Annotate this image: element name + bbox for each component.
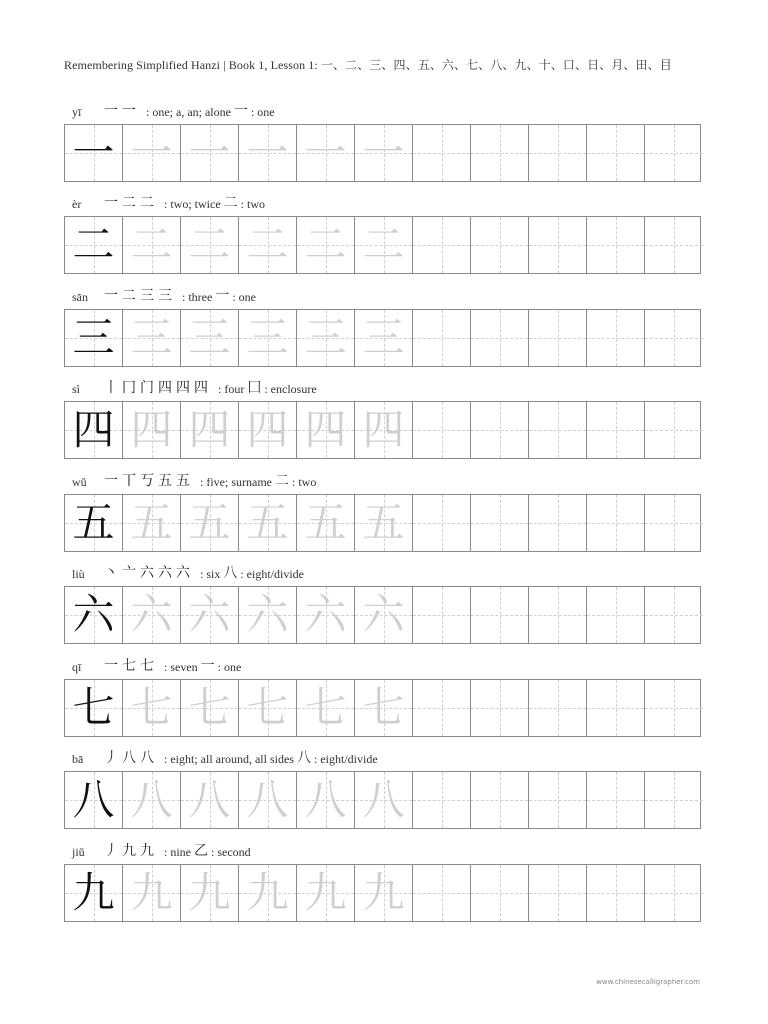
trace-cell xyxy=(181,402,239,458)
trace-cell xyxy=(355,125,413,181)
practice-cell xyxy=(529,402,587,458)
practice-grid xyxy=(64,401,701,459)
trace-cell xyxy=(355,402,413,458)
character-entry xyxy=(64,747,701,829)
trace-character: 四 xyxy=(362,405,405,454)
radical-meaning: : eight/divide xyxy=(240,567,304,581)
pinyin: wǔ xyxy=(72,475,87,489)
trace-character: 三 xyxy=(246,313,289,362)
meaning xyxy=(164,192,265,212)
trace-character: 九 xyxy=(362,868,405,917)
radical-character: 八 xyxy=(296,750,311,766)
stroke-order xyxy=(104,655,154,675)
stroke-step: 八 xyxy=(140,750,154,766)
trace-character: 八 xyxy=(304,775,347,824)
trace-cell xyxy=(123,310,181,366)
trace-character: 二 xyxy=(246,220,289,269)
stroke-order xyxy=(104,285,172,305)
trace-character: 六 xyxy=(130,590,173,639)
trace-character: 三 xyxy=(130,313,173,362)
stroke-step: 丨 xyxy=(104,380,118,396)
practice-cell xyxy=(471,587,529,643)
trace-cell xyxy=(181,680,239,736)
radical-meaning: : two xyxy=(240,197,265,211)
practice-cell xyxy=(645,310,703,366)
character-entry xyxy=(64,100,701,182)
trace-character: 八 xyxy=(188,775,231,824)
trace-cell xyxy=(239,402,297,458)
practice-cell xyxy=(645,217,703,273)
pinyin: liù xyxy=(72,567,85,581)
trace-cell xyxy=(123,587,181,643)
stroke-step: 一 xyxy=(122,103,136,119)
trace-cell xyxy=(181,217,239,273)
practice-cell xyxy=(471,495,529,551)
practice-cell xyxy=(587,402,645,458)
trace-cell xyxy=(123,865,181,921)
stroke-step: 一 xyxy=(104,658,118,674)
practice-grid xyxy=(64,494,701,552)
practice-cell xyxy=(413,125,471,181)
practice-cell xyxy=(645,402,703,458)
entry-header xyxy=(64,470,701,490)
stroke-step: 丿 xyxy=(104,750,118,766)
trace-cell xyxy=(297,217,355,273)
practice-cell xyxy=(587,772,645,828)
trace-cell xyxy=(355,310,413,366)
practice-cell xyxy=(471,402,529,458)
practice-cell xyxy=(529,125,587,181)
practice-cell xyxy=(587,865,645,921)
practice-cell xyxy=(471,772,529,828)
practice-cell xyxy=(587,495,645,551)
trace-cell xyxy=(181,125,239,181)
trace-character: 六 xyxy=(304,590,347,639)
trace-cell xyxy=(123,125,181,181)
model-character: 四 xyxy=(72,405,115,454)
stroke-order xyxy=(104,192,154,212)
stroke-order xyxy=(104,840,154,860)
model-cell xyxy=(65,217,123,273)
trace-cell xyxy=(239,772,297,828)
radical-character: 八 xyxy=(223,565,238,581)
trace-character: 七 xyxy=(188,683,231,732)
trace-character: 三 xyxy=(362,313,405,362)
stroke-step: 三 xyxy=(140,288,154,304)
trace-character: 四 xyxy=(304,405,347,454)
stroke-step: 二 xyxy=(122,288,136,304)
practice-cell xyxy=(587,125,645,181)
stroke-step: 五 xyxy=(158,473,172,489)
model-character: 九 xyxy=(72,868,115,917)
practice-cell xyxy=(587,680,645,736)
practice-grid xyxy=(64,309,701,367)
practice-cell xyxy=(645,865,703,921)
trace-cell xyxy=(297,587,355,643)
practice-cell xyxy=(471,865,529,921)
meaning xyxy=(182,285,256,305)
meaning xyxy=(200,470,316,490)
practice-cell xyxy=(413,310,471,366)
practice-cell xyxy=(645,587,703,643)
trace-character: 八 xyxy=(362,775,405,824)
trace-character: 六 xyxy=(362,590,405,639)
trace-character: 一 xyxy=(246,128,289,177)
meaning xyxy=(218,377,317,397)
trace-character: 九 xyxy=(188,868,231,917)
trace-cell xyxy=(297,865,355,921)
stroke-step: 七 xyxy=(140,658,154,674)
trace-character: 六 xyxy=(246,590,289,639)
model-character: 二 xyxy=(72,220,115,269)
model-cell xyxy=(65,587,123,643)
practice-grid xyxy=(64,124,701,182)
trace-cell xyxy=(355,865,413,921)
trace-character: 九 xyxy=(304,868,347,917)
trace-character: 一 xyxy=(362,128,405,177)
meaning-text: : eight; all around, all sides xyxy=(164,752,294,766)
meaning-text: : nine xyxy=(164,845,191,859)
stroke-order xyxy=(104,377,208,397)
meaning-text: : four xyxy=(218,382,245,396)
stroke-step: 门 xyxy=(140,380,154,396)
practice-cell xyxy=(587,310,645,366)
stroke-step: 冂 xyxy=(122,380,136,396)
trace-cell xyxy=(239,587,297,643)
character-entry xyxy=(64,192,701,274)
trace-character: 四 xyxy=(246,405,289,454)
trace-character: 四 xyxy=(130,405,173,454)
practice-grid xyxy=(64,679,701,737)
practice-cell xyxy=(471,310,529,366)
radical-meaning: : one xyxy=(232,290,256,304)
trace-cell xyxy=(239,217,297,273)
meaning-text: : six xyxy=(200,567,221,581)
model-cell xyxy=(65,310,123,366)
entry-header xyxy=(64,100,701,120)
meaning xyxy=(164,840,251,860)
trace-cell xyxy=(123,402,181,458)
practice-cell xyxy=(645,125,703,181)
trace-character: 二 xyxy=(304,220,347,269)
stroke-step: 八 xyxy=(122,750,136,766)
practice-cell xyxy=(645,772,703,828)
trace-character: 五 xyxy=(246,498,289,547)
practice-cell xyxy=(645,680,703,736)
trace-cell xyxy=(355,495,413,551)
trace-character: 二 xyxy=(130,220,173,269)
meaning-text: : three xyxy=(182,290,213,304)
meaning-text: : two; twice xyxy=(164,197,221,211)
stroke-order xyxy=(104,747,154,767)
trace-cell xyxy=(297,495,355,551)
practice-grid xyxy=(64,586,701,644)
trace-character: 一 xyxy=(130,128,173,177)
trace-cell xyxy=(239,310,297,366)
character-entry xyxy=(64,285,701,367)
trace-character: 五 xyxy=(188,498,231,547)
trace-cell xyxy=(297,310,355,366)
entry-header xyxy=(64,655,701,675)
trace-character: 五 xyxy=(304,498,347,547)
trace-cell xyxy=(239,865,297,921)
radical-character: 乙 xyxy=(194,843,208,859)
character-entry xyxy=(64,655,701,737)
stroke-step: 丅 xyxy=(122,473,136,489)
model-cell xyxy=(65,495,123,551)
practice-cell xyxy=(587,217,645,273)
trace-cell xyxy=(355,772,413,828)
trace-character: 八 xyxy=(246,775,289,824)
stroke-order xyxy=(104,470,190,490)
trace-cell xyxy=(181,772,239,828)
character-entry xyxy=(64,840,701,922)
meaning xyxy=(164,655,241,675)
trace-cell xyxy=(181,865,239,921)
practice-cell xyxy=(413,680,471,736)
trace-character: 七 xyxy=(130,683,173,732)
model-character: 三 xyxy=(72,313,115,362)
trace-character: 四 xyxy=(188,405,231,454)
trace-character: 九 xyxy=(246,868,289,917)
trace-character: 九 xyxy=(130,868,173,917)
model-cell xyxy=(65,865,123,921)
trace-cell xyxy=(297,680,355,736)
practice-cell xyxy=(471,125,529,181)
radical-character: 一 xyxy=(233,103,248,119)
trace-cell xyxy=(239,495,297,551)
entry-header xyxy=(64,562,701,582)
stroke-step: 一 xyxy=(104,473,118,489)
radical-character: 二 xyxy=(274,473,289,489)
practice-cell xyxy=(529,680,587,736)
stroke-step: 六 xyxy=(176,565,190,581)
radical-character: 二 xyxy=(223,195,238,211)
radical-meaning: : one xyxy=(250,105,275,119)
model-cell xyxy=(65,125,123,181)
stroke-order xyxy=(104,562,190,582)
model-character: 八 xyxy=(72,775,115,824)
stroke-step: 一 xyxy=(104,288,118,304)
practice-grid xyxy=(64,216,701,274)
entry-header xyxy=(64,285,701,305)
model-character: 一 xyxy=(72,128,115,177)
stroke-step: 丶 xyxy=(104,565,118,581)
character-entry xyxy=(64,377,701,459)
entry-header xyxy=(64,747,701,767)
practice-cell xyxy=(471,680,529,736)
practice-grid xyxy=(64,771,701,829)
trace-cell xyxy=(239,680,297,736)
stroke-step: 六 xyxy=(158,565,172,581)
stroke-order xyxy=(104,100,136,120)
meaning-text: : seven xyxy=(164,660,198,674)
trace-cell xyxy=(181,310,239,366)
entry-header xyxy=(64,192,701,212)
model-cell xyxy=(65,402,123,458)
model-cell xyxy=(65,772,123,828)
radical-character: 一 xyxy=(200,658,215,674)
practice-cell xyxy=(413,402,471,458)
practice-cell xyxy=(529,217,587,273)
trace-character: 一 xyxy=(304,128,347,177)
trace-character: 七 xyxy=(304,683,347,732)
stroke-step: 丂 xyxy=(140,473,154,489)
trace-character: 三 xyxy=(304,313,347,362)
trace-cell xyxy=(181,495,239,551)
stroke-step: 五 xyxy=(176,473,190,489)
trace-cell xyxy=(355,217,413,273)
radical-character: 囗 xyxy=(247,380,262,396)
model-cell xyxy=(65,680,123,736)
stroke-step: 丿 xyxy=(104,843,118,859)
trace-cell xyxy=(355,680,413,736)
meaning-text: : one; a, an; alone xyxy=(146,105,231,119)
footer-site: www.chinesecalligrapher.com xyxy=(596,978,700,986)
trace-cell xyxy=(297,402,355,458)
radical-character: 一 xyxy=(215,288,230,304)
trace-cell xyxy=(181,587,239,643)
pinyin: bā xyxy=(72,752,84,766)
trace-cell xyxy=(123,495,181,551)
practice-cell xyxy=(413,865,471,921)
pinyin: èr xyxy=(72,197,82,211)
stroke-step: 九 xyxy=(140,843,154,859)
practice-cell xyxy=(529,865,587,921)
practice-cell xyxy=(471,217,529,273)
model-character: 七 xyxy=(72,683,115,732)
entry-header xyxy=(64,377,701,397)
pinyin: yī xyxy=(72,105,82,119)
practice-cell xyxy=(413,772,471,828)
practice-cell xyxy=(645,495,703,551)
practice-cell xyxy=(587,587,645,643)
pinyin: qī xyxy=(72,660,82,674)
stroke-step: 四 xyxy=(194,380,208,396)
practice-grid xyxy=(64,864,701,922)
stroke-step: 二 xyxy=(122,195,136,211)
trace-character: 八 xyxy=(130,775,173,824)
practice-cell xyxy=(529,310,587,366)
pinyin: sì xyxy=(72,382,81,396)
radical-meaning: : one xyxy=(217,660,242,674)
character-entry xyxy=(64,562,701,644)
trace-cell xyxy=(123,217,181,273)
trace-character: 二 xyxy=(362,220,405,269)
meaning-text: : five; surname xyxy=(200,475,272,489)
meaning xyxy=(146,100,275,120)
trace-character: 一 xyxy=(188,128,231,177)
trace-cell xyxy=(297,125,355,181)
trace-character: 五 xyxy=(130,498,173,547)
radical-meaning: : second xyxy=(211,845,251,859)
pinyin: jiǔ xyxy=(72,845,85,859)
trace-cell xyxy=(123,680,181,736)
practice-cell xyxy=(413,217,471,273)
entry-header xyxy=(64,840,701,860)
stroke-step: 九 xyxy=(122,843,136,859)
practice-cell xyxy=(529,772,587,828)
stroke-step: 四 xyxy=(176,380,190,396)
trace-character: 七 xyxy=(362,683,405,732)
practice-cell xyxy=(529,587,587,643)
trace-character: 五 xyxy=(362,498,405,547)
stroke-step: 四 xyxy=(158,380,172,396)
character-entry xyxy=(64,470,701,552)
radical-meaning: : two xyxy=(291,475,317,489)
trace-character: 三 xyxy=(188,313,231,362)
page-title: Remembering Simplified Hanzi | Book 1, Lesson 1: 一、二、三、四、五、六、七、八、九、十、口、日、月、田、目 xyxy=(64,58,672,72)
stroke-step: 二 xyxy=(140,195,154,211)
model-character: 五 xyxy=(72,498,115,547)
practice-cell xyxy=(529,495,587,551)
meaning xyxy=(200,562,304,582)
trace-character: 二 xyxy=(188,220,231,269)
practice-cell xyxy=(413,495,471,551)
trace-cell xyxy=(123,772,181,828)
stroke-step: 六 xyxy=(140,565,154,581)
stroke-step: 一 xyxy=(104,103,118,119)
trace-character: 七 xyxy=(246,683,289,732)
pinyin: sān xyxy=(72,290,88,304)
trace-cell xyxy=(355,587,413,643)
stroke-step: 七 xyxy=(122,658,136,674)
stroke-step: 三 xyxy=(158,288,172,304)
trace-cell xyxy=(239,125,297,181)
meaning xyxy=(164,747,378,767)
practice-cell xyxy=(413,587,471,643)
stroke-step: 亠 xyxy=(122,565,136,581)
radical-meaning: : eight/divide xyxy=(313,752,378,766)
trace-character: 六 xyxy=(188,590,231,639)
stroke-step: 一 xyxy=(104,195,118,211)
radical-meaning: : enclosure xyxy=(264,382,317,396)
model-character: 六 xyxy=(72,590,115,639)
trace-cell xyxy=(297,772,355,828)
